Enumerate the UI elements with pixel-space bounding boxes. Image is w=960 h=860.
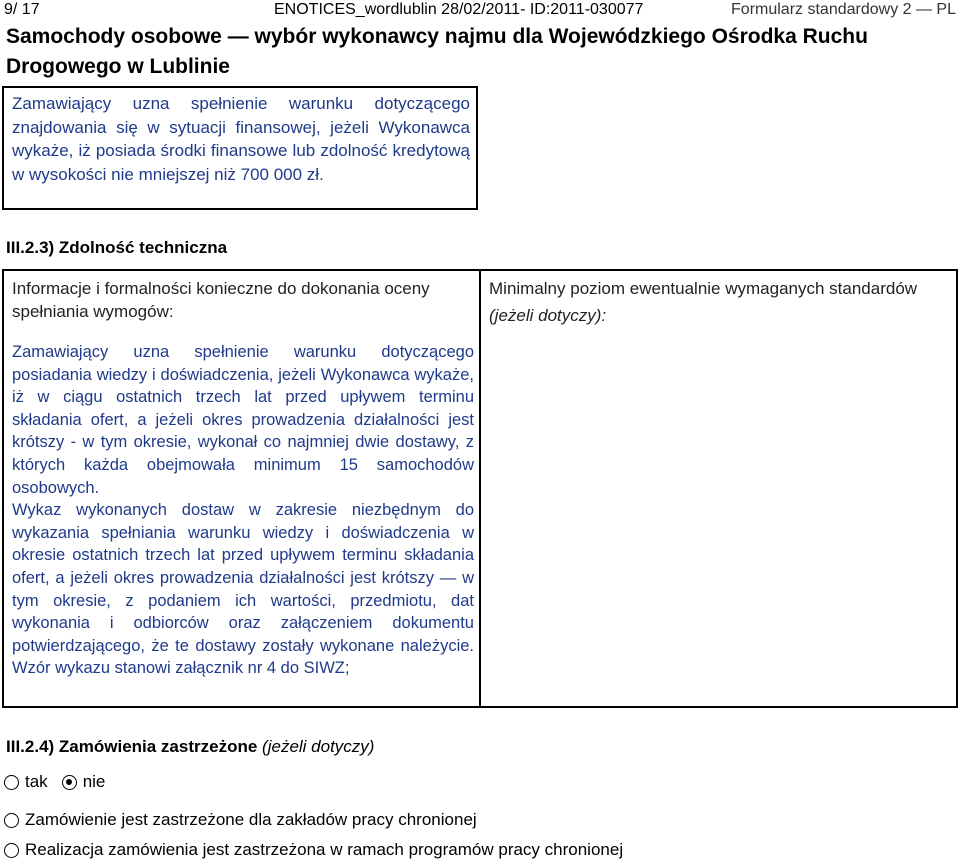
financial-requirement-text: Zamawiający uzna spełnienie warunku dotyczącego znajdowania się w sytuacji finansowej, jeżeli Wykonawca wykaże, iż posiada środki finansowe lub zdolność kredytową w wysokości nie mniejszej niż 700 000 zł. bbox=[12, 94, 470, 184]
option-yes[interactable] bbox=[4, 772, 48, 792]
form-type: Formularz standardowy 2 — PL bbox=[731, 1, 956, 18]
requirements-column bbox=[12, 277, 474, 680]
document-id: ENOTICES_wordlublin 28/02/2011- ID:2011-030077 bbox=[274, 1, 644, 18]
requirements-label: Informacje i formalności konieczne do dokonania oceny spełniania wymogów: bbox=[12, 279, 430, 321]
radio-option1-icon[interactable] bbox=[4, 813, 19, 828]
reserved-yes-no bbox=[4, 772, 119, 792]
standards-note: (jeżeli dotyczy): bbox=[489, 306, 607, 325]
reserved-option-2-label: Realizacja zamówienia jest zastrzeżona w ramach programów pracy chronionej bbox=[25, 840, 624, 859]
technical-capacity-table bbox=[2, 269, 958, 708]
option-yes-label: tak bbox=[25, 772, 48, 791]
reserved-heading: III.2.4) Zamówienia zastrzeżone bbox=[6, 737, 258, 756]
reserved-option-2[interactable] bbox=[4, 840, 623, 860]
standards-column bbox=[489, 277, 949, 327]
section-heading-reserved bbox=[6, 737, 374, 757]
radio-no-selected-icon[interactable] bbox=[62, 775, 77, 790]
standards-label: Minimalny poziom ewentualnie wymaganych standardów bbox=[489, 279, 918, 298]
document-title: Samochody osobowe — wybór wykonawcy najmu dla Wojewódzkiego Ośrodka Ruchu Drogowego w Lublinie bbox=[6, 25, 868, 78]
page-header bbox=[2, 0, 958, 22]
radio-option2-icon[interactable] bbox=[4, 843, 19, 858]
column-divider bbox=[479, 271, 481, 706]
page-number: 9/ 17 bbox=[4, 1, 40, 18]
reserved-option-1[interactable] bbox=[4, 810, 477, 830]
reserved-option-1-label: Zamówienie jest zastrzeżone dla zakładów pracy chronionej bbox=[25, 810, 477, 829]
delivery-list-paragraph: Wykaz wykonanych dostaw w zakresie niezbędnym do wykazania spełniania warunku wiedzy i doświadczenia w okresie ostatnich trzech lat przed upływem terminu składania ofert, a jeżeli okres prowadzenia działalności jest krótszy — w tym okresie, z podaniem ich wartości, przedmiotu, dat wykonania i odbiorców oraz załączeniem dokumentu potwierdzającego, że te dostawy zostały wykonane należycie. Wzór wykazu stanowi załącznik nr 4 do SIWZ; bbox=[12, 501, 474, 678]
experience-paragraph: Zamawiający uzna spełnienie warunku dotyczącego posiadania wiedzy i doświadczenia, jeżeli Wykonawca wykaże, iż w ciągu ostatnich trzech lat przed upływem terminu składania ofert, a jeżeli okres prowadzenia działalności jest krótszy - w tym okresie, wykonał co najmniej dwie dostawy, z których każda obejmowała minimum 15 samochodów osobowych. bbox=[12, 343, 474, 497]
section-heading-technical: III.2.3) Zdolność techniczna bbox=[6, 238, 228, 257]
reserved-heading-note: (jeżeli dotyczy) bbox=[262, 737, 375, 756]
option-no[interactable] bbox=[62, 772, 106, 792]
financial-requirement-box bbox=[2, 86, 478, 210]
option-no-label: nie bbox=[82, 772, 106, 791]
radio-yes-icon[interactable] bbox=[4, 775, 19, 790]
